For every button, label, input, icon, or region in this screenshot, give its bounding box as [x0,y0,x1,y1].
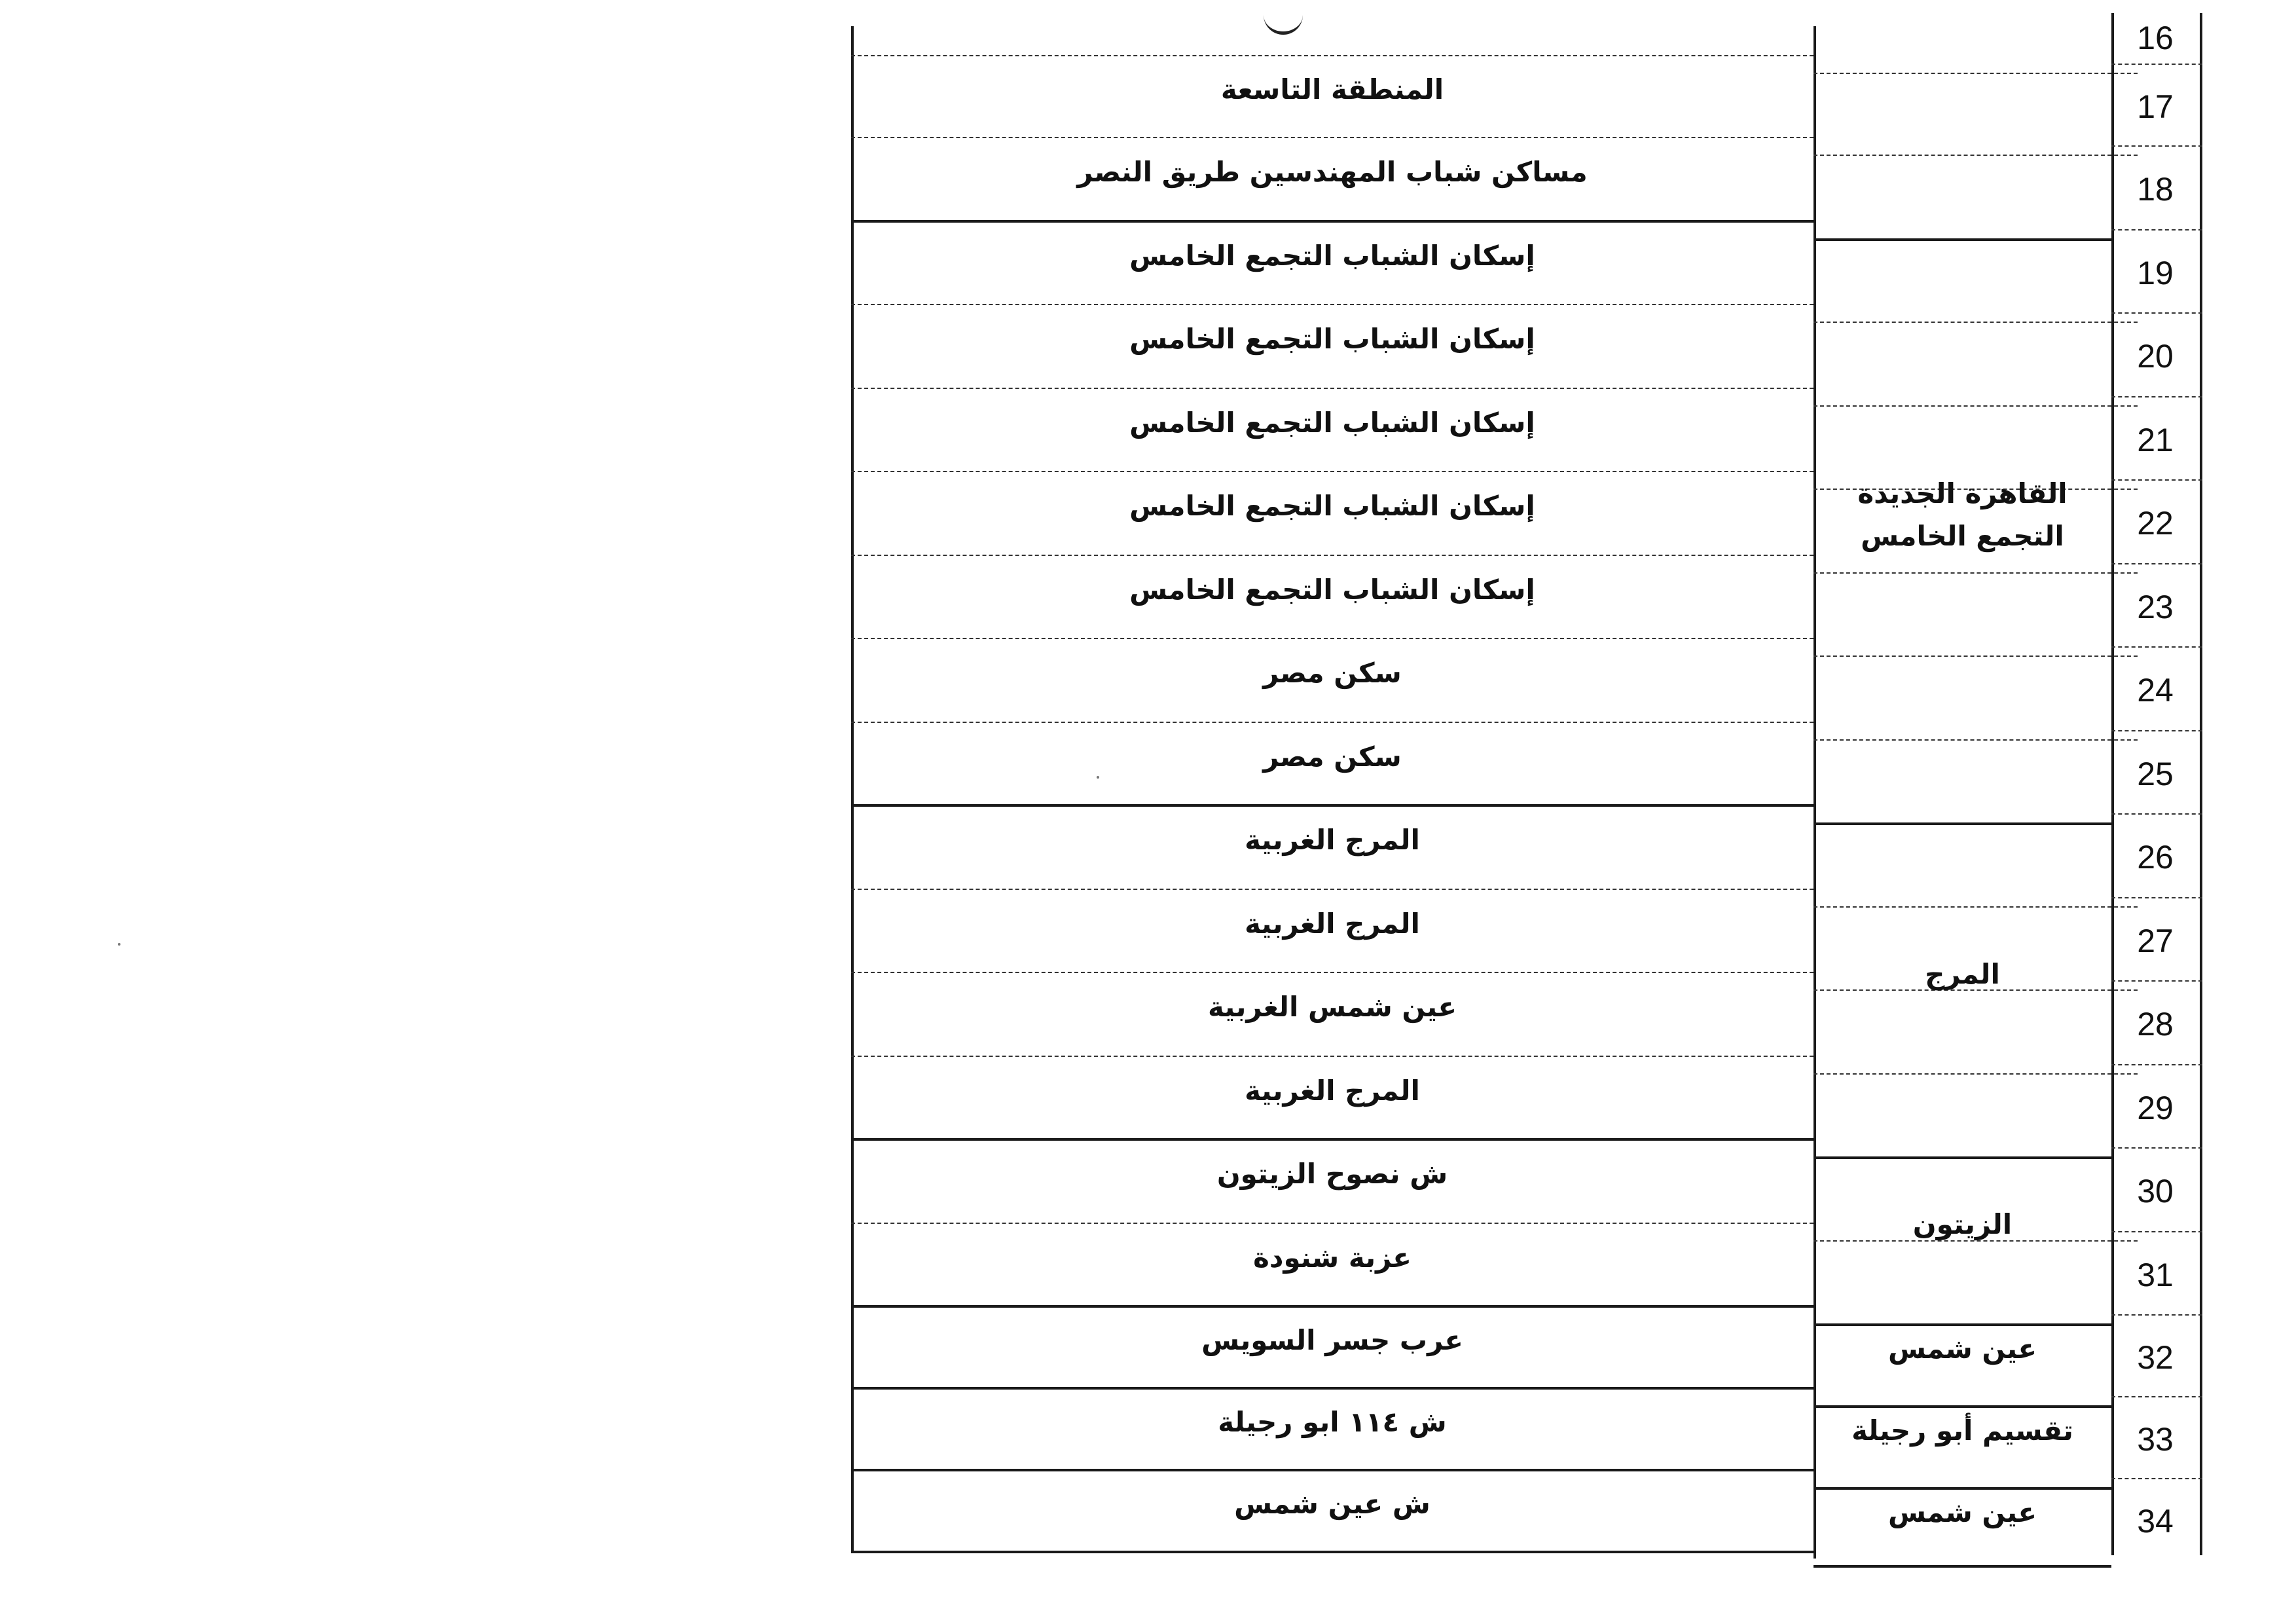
number-divider [2111,1314,2202,1316]
row-divider-dashed [851,471,1813,472]
row-number: 34 [2137,1502,2174,1540]
row-number: 31 [2137,1256,2174,1293]
district-bottom-border [1813,1565,2111,1568]
place-name: المرج الغربية [1245,907,1420,940]
place-name: إسكان الشباب التجمع الخامس [1129,573,1535,606]
district-divider [1813,238,2114,241]
row-divider-solid [851,804,1816,807]
row-divider-solid [851,1138,1816,1141]
row-divider-dashed [851,1223,1813,1224]
district-divider [1813,1156,2114,1159]
row-divider-dashed [851,972,1813,973]
row-number: 27 [2137,922,2174,959]
place-name: إسكان الشباب التجمع الخامس [1129,490,1535,522]
number-divider [2111,479,2202,481]
place-name: إسكان الشباب التجمع الخامس [1129,323,1535,355]
number-divider [2111,229,2202,231]
table-right-border [2200,13,2202,1555]
district-divider [1813,822,2114,825]
number-divider [2111,145,2202,147]
number-divider [2111,813,2202,815]
place-name: ش نصوح الزيتون [1216,1158,1448,1190]
place-name: سكن مصر [1263,740,1402,773]
table-bottom-border [851,1551,1816,1553]
row-number: 21 [2137,421,2174,458]
row-divider-dashed [1813,739,2138,741]
place-name: عين شمس الغربية [1207,991,1457,1023]
district-line: الزيتون [1912,1208,2013,1240]
place-name: عزبة شنودة [1253,1241,1412,1274]
row-divider-solid [851,1469,1816,1471]
row-divider-solid [851,220,1816,223]
row-number: 33 [2137,1420,2174,1458]
number-divider [2111,1478,2202,1479]
district-line: التجمع الخامس [1861,520,2064,553]
row-number: 28 [2137,1006,2174,1043]
place-name: سكن مصر [1263,657,1402,689]
row-divider-dashed [1813,655,2138,657]
district-line: عين شمس [1887,1496,2037,1528]
district-line: المرج [1925,957,2000,990]
row-number: 16 [2137,19,2174,56]
district-name [1820,1203,2105,1246]
district-name [1820,472,2105,557]
number-divider [2111,563,2202,564]
row-number: 18 [2137,171,2174,208]
number-divider [2111,396,2202,397]
row-divider-dashed [1813,322,2138,323]
row-divider-dashed [851,137,1813,138]
number-divider [2111,646,2202,648]
number-divider [2111,1064,2202,1065]
place-name: المرج الغربية [1245,1074,1420,1107]
district-divider [1813,1487,2114,1490]
row-number: 17 [2137,88,2174,125]
district-name [1820,1409,2105,1452]
cut-off-text-fragment [1264,12,1303,35]
row-divider-dashed [1813,572,2138,574]
scan-speck [118,943,120,946]
row-number: 29 [2137,1089,2174,1126]
number-divider [2111,1231,2202,1232]
row-divider-dashed [1813,73,2138,74]
place-name: عرب جسر السويس [1201,1323,1463,1356]
row-number: 20 [2137,338,2174,375]
place-name: مساكن شباب المهندسين طريق النصر [1077,156,1588,188]
place-column-border [1813,26,1816,1559]
row-divider-solid [851,1387,1816,1390]
district-name [1820,953,2105,995]
row-divider-dashed [1813,405,2138,407]
number-divider [2111,730,2202,731]
district-line: عين شمس [1887,1333,2037,1365]
row-number: 30 [2137,1173,2174,1209]
row-divider-dashed [851,889,1813,890]
table-left-border [851,26,854,1552]
row-number: 19 [2137,254,2174,291]
number-divider [2111,64,2202,65]
place-name: إسكان الشباب التجمع الخامس [1129,406,1535,439]
scan-speck [1097,776,1099,779]
district-line: تقسيم أبو رجيلة [1851,1414,2073,1447]
row-divider-dashed [851,722,1813,723]
row-divider-dashed [1813,906,2138,908]
row-divider-dashed [851,388,1813,389]
row-divider-dashed [851,555,1813,556]
district-name [1820,1327,2105,1370]
row-divider-solid [851,1305,1816,1308]
row-number: 26 [2137,839,2174,876]
row-number: 24 [2137,672,2174,709]
number-divider [2111,1396,2202,1397]
place-name: إسكان الشباب التجمع الخامس [1129,239,1535,272]
place-name: ش عين شمس [1234,1487,1430,1520]
number-divider [2111,897,2202,898]
district-line: القاهرة الجديدة [1857,477,2068,509]
district-divider [1813,1323,2114,1326]
place-name: ش ١١٤ ابو رجيلة [1218,1405,1447,1438]
district-name [1820,1491,2105,1534]
row-number: 23 [2137,588,2174,625]
row-divider-dashed [851,304,1813,305]
row-number: 32 [2137,1338,2174,1376]
row-number: 25 [2137,755,2174,792]
district-divider [1813,1405,2114,1408]
row-divider-dashed [1813,155,2138,156]
number-divider [2111,1147,2202,1149]
number-divider [2111,980,2202,982]
row-divider-dashed [851,638,1813,639]
place-name: المرج الغربية [1245,824,1420,856]
row-divider-dashed [1813,1073,2138,1075]
place-name: المنطقة التاسعة [1220,73,1444,105]
row-divider-dashed [851,1056,1813,1057]
row-number: 22 [2137,505,2174,542]
districts-table [851,0,2213,1572]
row-divider-dashed [851,55,1813,56]
number-divider [2111,312,2202,314]
